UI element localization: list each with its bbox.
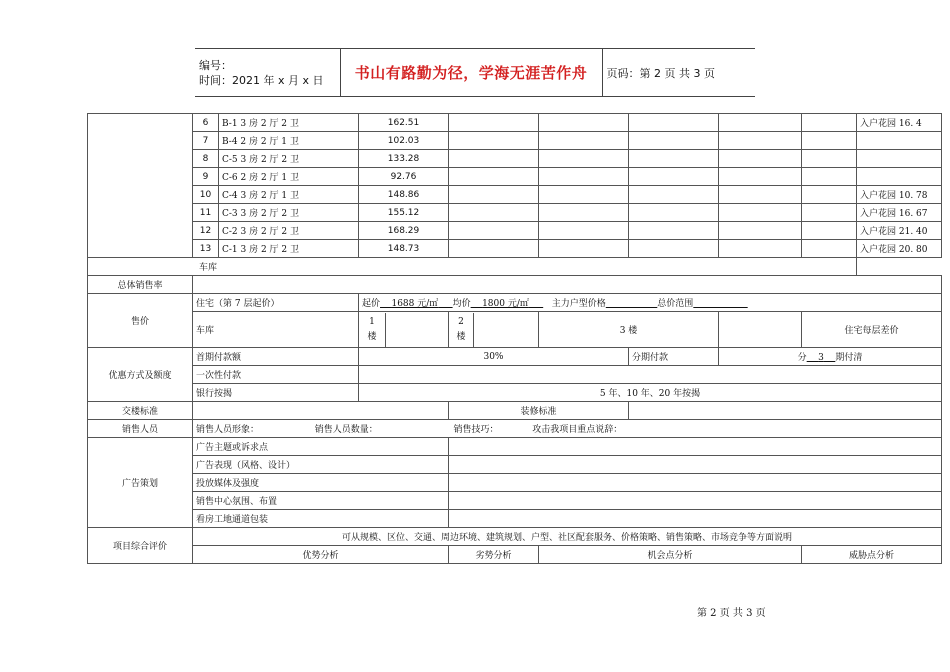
unit-cell[interactable]	[629, 204, 719, 222]
down-payment-value: 30%	[359, 348, 629, 366]
page-info: 页码：第 2 页 共 3 页	[602, 49, 755, 97]
unit-cell[interactable]	[719, 168, 802, 186]
unit-type: B-4 2 房 2 厅 1 卫	[219, 132, 359, 150]
unit-cell[interactable]	[719, 114, 802, 132]
price-residential: 住宅（第 7 层起价）	[193, 294, 359, 312]
mortgage-value: 5 年、10 年、20 年按揭	[359, 384, 942, 402]
code-label: 编号：	[199, 58, 232, 72]
ad-item: 投放媒体及强度	[193, 474, 449, 492]
ad-item: 广告表现（风格、设计）	[193, 456, 449, 474]
threat-label: 威胁点分析	[802, 546, 942, 564]
unit-no: 7	[193, 132, 219, 150]
unit-cell[interactable]	[802, 240, 857, 258]
unit-cell[interactable]	[449, 132, 539, 150]
staff-image-label: 销售人员形象：	[196, 425, 260, 435]
delivery-value[interactable]	[193, 402, 449, 420]
unit-cell[interactable]	[449, 168, 539, 186]
down-payment-label: 首期付款额	[193, 348, 359, 366]
unit-cell[interactable]	[539, 150, 629, 168]
unit-cell[interactable]	[802, 150, 857, 168]
unit-cell[interactable]	[719, 240, 802, 258]
ad-item: 看房工地通道包装	[193, 510, 449, 528]
unit-type: C-2 3 房 2 厅 2 卫	[219, 222, 359, 240]
unit-area: 162.51	[359, 114, 449, 132]
floor3-value[interactable]	[719, 312, 802, 348]
unit-cell[interactable]	[539, 204, 629, 222]
delivery-label: 交楼标准	[88, 402, 193, 420]
unit-type: C-4 3 房 2 厅 1 卫	[219, 186, 359, 204]
unit-no: 6	[193, 114, 219, 132]
staff-count-label: 销售人员数量：	[314, 425, 378, 435]
unit-no: 11	[193, 204, 219, 222]
ad-item-value[interactable]	[449, 510, 942, 528]
ad-item-value[interactable]	[449, 438, 942, 456]
evaluation-description: 可从规模、区位、交通、周边环境、建筑规划、户型、社区配套服务、价格策略、销售策略、市场竞争等方面说明	[193, 528, 942, 546]
unit-cell[interactable]	[719, 186, 802, 204]
ad-item: 销售中心氛围、布置	[193, 492, 449, 510]
staff-skill-label: 销售技巧：	[453, 425, 499, 435]
floor3-label: 3 楼	[539, 312, 719, 348]
installment-value: 分 3 期付清	[719, 348, 942, 366]
unit-area: 133.28	[359, 150, 449, 168]
unit-no: 13	[193, 240, 219, 258]
unit-note	[857, 132, 942, 150]
unit-area: 148.86	[359, 186, 449, 204]
unit-row	[88, 168, 942, 186]
unit-cell[interactable]	[802, 222, 857, 240]
unit-note: 入户花园 21. 40	[857, 222, 942, 240]
unit-cell[interactable]	[719, 204, 802, 222]
staff-attack-label: 攻击我项目重点说辞：	[532, 425, 623, 435]
unit-no: 10	[193, 186, 219, 204]
unit-cell[interactable]	[449, 222, 539, 240]
unit-cell[interactable]	[539, 240, 629, 258]
unit-no: 8	[193, 150, 219, 168]
weakness-label: 劣势分析	[449, 546, 539, 564]
unit-cell[interactable]	[629, 132, 719, 150]
floor2-label: 2 楼	[449, 313, 474, 347]
unit-area: 148.73	[359, 240, 449, 258]
unit-cell[interactable]	[629, 114, 719, 132]
unit-row	[88, 132, 942, 150]
document-header	[195, 48, 755, 97]
unit-cell[interactable]	[539, 186, 629, 204]
unit-cell[interactable]	[629, 150, 719, 168]
unit-row	[88, 150, 942, 168]
unit-row	[88, 186, 942, 204]
page-footer: 第 2 页 共 3 页	[697, 608, 766, 619]
unit-type: C-5 3 房 2 厅 2 卫	[219, 150, 359, 168]
ad-item-value[interactable]	[449, 456, 942, 474]
unit-cell[interactable]	[719, 222, 802, 240]
unit-note: 入户花园 16. 4	[857, 114, 942, 132]
unit-type: C-1 3 房 2 厅 2 卫	[219, 240, 359, 258]
unit-no: 9	[193, 168, 219, 186]
price-label: 售价	[88, 294, 193, 348]
installment-label: 分期付款	[629, 348, 719, 366]
unit-note	[857, 150, 942, 168]
lump-sum-label: 一次性付款	[193, 366, 359, 384]
unit-cell[interactable]	[449, 114, 539, 132]
time-label: 时间：2021 年 x 月 x 日	[199, 73, 324, 87]
unit-cell[interactable]	[802, 204, 857, 222]
decoration-label: 装修标准	[449, 402, 629, 420]
sales-staff-fields	[193, 420, 942, 438]
opportunity-label: 机会点分析	[539, 546, 802, 564]
unit-type: C-3 3 房 2 厅 2 卫	[219, 204, 359, 222]
unit-area: 168.29	[359, 222, 449, 240]
total-sales-rate-value[interactable]	[193, 276, 942, 294]
unit-type: B-1 3 房 2 厅 2 卫	[219, 114, 359, 132]
unit-note: 入户花园 16. 67	[857, 204, 942, 222]
unit-note: 入户花园 10. 78	[857, 186, 942, 204]
price-garage: 车库	[193, 312, 359, 348]
unit-row	[88, 204, 942, 222]
unit-cell[interactable]	[629, 240, 719, 258]
floor1-label: 1 楼	[359, 313, 386, 347]
lump-sum-value[interactable]	[359, 366, 942, 384]
unit-cell[interactable]	[629, 222, 719, 240]
unit-cell[interactable]	[539, 168, 629, 186]
unit-section-label	[88, 114, 193, 258]
unit-area: 155.12	[359, 204, 449, 222]
unit-cell[interactable]	[539, 132, 629, 150]
floor2-cell	[449, 312, 539, 348]
garage-label: 车库	[88, 258, 857, 276]
evaluation-label: 项目综合评价	[88, 528, 193, 564]
unit-cell[interactable]	[449, 150, 539, 168]
unit-cell[interactable]	[629, 168, 719, 186]
unit-cell[interactable]	[629, 186, 719, 204]
price-summary: 起价 1688 元/㎡ 均价 1800 元/㎡ 主力户型价格 总价范围	[359, 294, 942, 312]
decoration-value[interactable]	[629, 402, 942, 420]
ad-item-value[interactable]	[449, 492, 942, 510]
project-info-table	[87, 113, 942, 564]
unit-cell[interactable]	[449, 240, 539, 258]
unit-cell[interactable]	[802, 114, 857, 132]
unit-row	[88, 114, 942, 132]
unit-cell[interactable]	[719, 132, 802, 150]
unit-note: 入户花园 20. 80	[857, 240, 942, 258]
discount-label: 优惠方式及额度	[88, 348, 193, 402]
floor1-cell	[359, 312, 449, 348]
unit-area: 102.03	[359, 132, 449, 150]
unit-type: C-6 2 房 2 厅 1 卫	[219, 168, 359, 186]
floor2-value[interactable]	[474, 313, 538, 347]
floor1-value[interactable]	[386, 313, 448, 347]
unit-cell[interactable]	[449, 186, 539, 204]
unit-no: 12	[193, 222, 219, 240]
unit-cell[interactable]	[539, 114, 629, 132]
unit-cell[interactable]	[719, 150, 802, 168]
sales-staff-label: 销售人员	[88, 420, 193, 438]
ad-item: 广告主题或诉求点	[193, 438, 449, 456]
unit-cell[interactable]	[539, 222, 629, 240]
unit-cell[interactable]	[802, 168, 857, 186]
header-meta	[195, 49, 340, 97]
motto: 书山有路勤为径，学海无涯苦作舟	[340, 49, 602, 97]
strength-label: 优势分析	[193, 546, 449, 564]
floor-diff-label: 住宅每层差价	[802, 312, 942, 348]
unit-row	[88, 240, 942, 258]
mortgage-label: 银行按揭	[193, 384, 359, 402]
unit-cell[interactable]	[802, 132, 857, 150]
unit-cell[interactable]	[449, 204, 539, 222]
unit-note	[857, 168, 942, 186]
unit-cell[interactable]	[802, 186, 857, 204]
unit-area: 92.76	[359, 168, 449, 186]
ad-item-value[interactable]	[449, 474, 942, 492]
total-sales-rate-label: 总体销售率	[88, 276, 193, 294]
ad-label: 广告策划	[88, 438, 193, 528]
unit-row	[88, 222, 942, 240]
